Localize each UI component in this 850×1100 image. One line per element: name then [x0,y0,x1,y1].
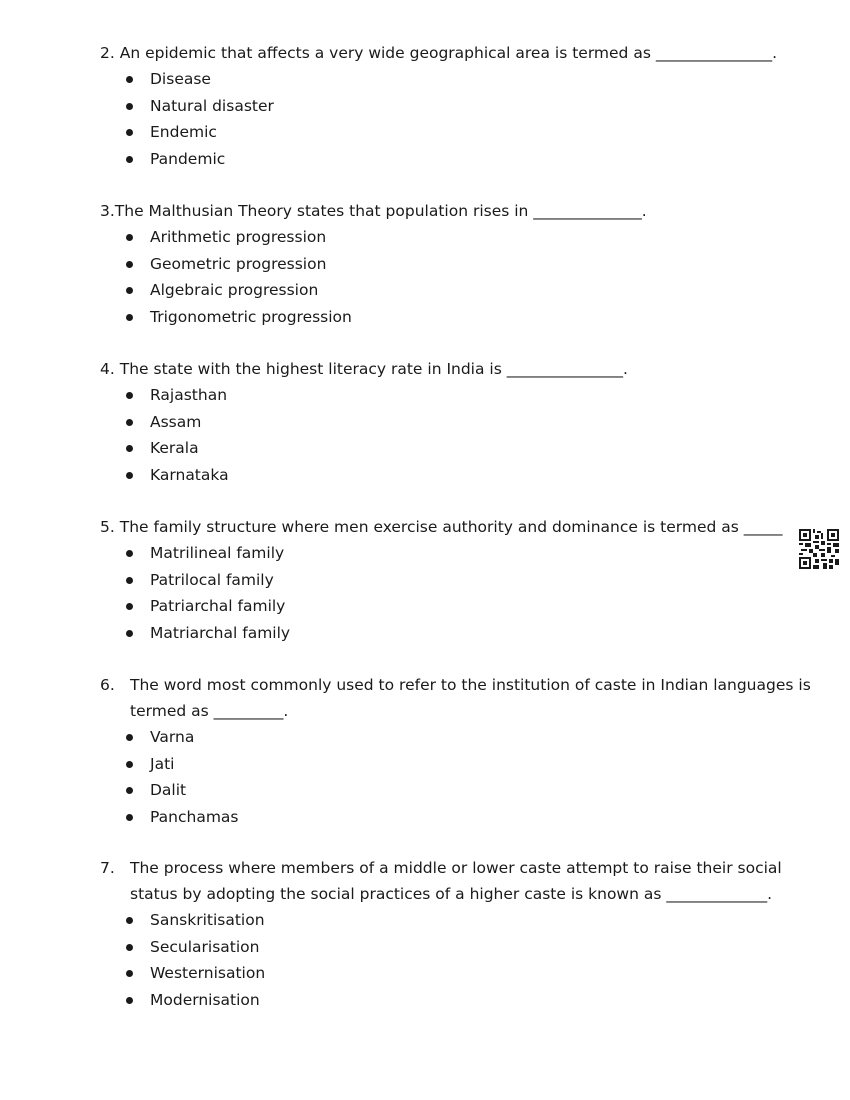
option-label: Matrilineal family [150,544,285,562]
question-text: The family structure where men exercise authority and dominance is termed as _____ [119,518,783,536]
bullet-icon [126,445,133,452]
bullet-icon [126,814,133,821]
list-item [100,540,825,567]
bullet-icon [126,419,133,426]
bullet-icon [126,261,133,268]
question-text: The Malthusian Theory states that population rises in ______________. [114,202,647,220]
list-item [100,409,825,436]
list-item [100,224,825,251]
option-label: Natural disaster [150,96,274,115]
option-label: Varna [150,728,195,746]
option-label: Patrilocal family [150,570,274,589]
bullet-icon [126,129,133,136]
list-item [100,724,825,751]
option-label: Kerala [150,439,199,458]
list-item [100,435,825,462]
question-3 [100,198,825,331]
list-item [100,146,825,173]
list-item [100,119,825,146]
option-label: Panchamas [150,808,239,827]
list-item [100,620,825,647]
bullet-icon [126,734,133,741]
bullet-icon [126,944,133,951]
question-stem [100,40,825,66]
question-number: 4. [100,360,115,378]
bullet-icon [126,917,133,924]
bullet-icon [126,603,133,610]
option-label: Patriarchal family [150,597,286,616]
list-item [100,934,825,961]
option-label: Karnataka [150,466,229,485]
options-list [100,66,825,173]
question-stem [100,198,825,224]
option-label: Sanskritisation [150,911,265,929]
question-stem [100,855,825,907]
question-stem [100,514,825,540]
bullet-icon [126,630,133,637]
bullet-icon [126,761,133,768]
bullet-icon [126,997,133,1004]
question-number: 7. [100,859,115,877]
option-label: Algebraic progression [150,281,319,300]
option-label: Modernisation [150,991,260,1010]
list-item [100,462,825,489]
option-label: Pandemic [150,150,226,169]
list-item [100,567,825,594]
question-stem [100,356,825,382]
question-stem [100,672,825,724]
bullet-icon [126,76,133,83]
bullet-icon [126,787,133,794]
question-5 [100,514,825,647]
options-list [100,540,825,647]
list-item [100,907,825,934]
bullet-icon [126,392,133,399]
list-item [100,593,825,620]
bullet-icon [126,577,133,584]
question-number: 6. [100,676,115,694]
bullet-icon [126,287,133,294]
question-text: The process where members of a middle or lower caste attempt to raise their social status by adopting the social practices of a higher caste is known as _____________. [130,859,782,903]
list-item [100,987,825,1014]
options-list [100,224,825,331]
list-item [100,960,825,987]
list-item [100,382,825,409]
bullet-icon [126,156,133,163]
option-label: Rajasthan [150,386,228,404]
list-item [100,277,825,304]
options-list [100,724,825,831]
bullet-icon [126,234,133,241]
option-label: Jati [150,754,175,773]
option-label: Matriarchal family [150,624,291,643]
list-item [100,304,825,331]
question-number: 5. [100,518,115,536]
bullet-icon [126,314,133,321]
question-number: 3. [100,202,115,220]
bullet-icon [126,550,133,557]
question-2 [100,40,825,173]
question-4 [100,356,825,489]
option-label: Trigonometric progression [150,308,352,327]
option-label: Assam [150,412,202,431]
option-label: Endemic [150,123,217,142]
option-label: Dalit [150,781,187,800]
question-text: The state with the highest literacy rate in India is _______________. [119,360,628,378]
list-item [100,251,825,278]
question-6 [100,672,825,831]
bullet-icon [126,103,133,110]
list-item [100,66,825,93]
option-label: Secularisation [150,937,260,956]
options-list [100,907,825,1014]
bullet-icon [126,472,133,479]
option-label: Westernisation [150,964,266,983]
option-label: Disease [150,70,211,88]
question-7 [100,855,825,1014]
bullet-icon [126,970,133,977]
question-text: An epidemic that affects a very wide geographical area is termed as _______________. [119,44,777,62]
option-label: Arithmetic progression [150,228,327,246]
option-label: Geometric progression [150,254,327,273]
question-number: 2. [100,44,115,62]
qr-code-icon [799,529,839,569]
question-text: The word most commonly used to refer to the institution of caste in Indian languages is termed as _________. [130,676,811,720]
list-item [100,751,825,778]
options-list [100,382,825,489]
list-item [100,777,825,804]
list-item [100,804,825,831]
list-item [100,93,825,120]
